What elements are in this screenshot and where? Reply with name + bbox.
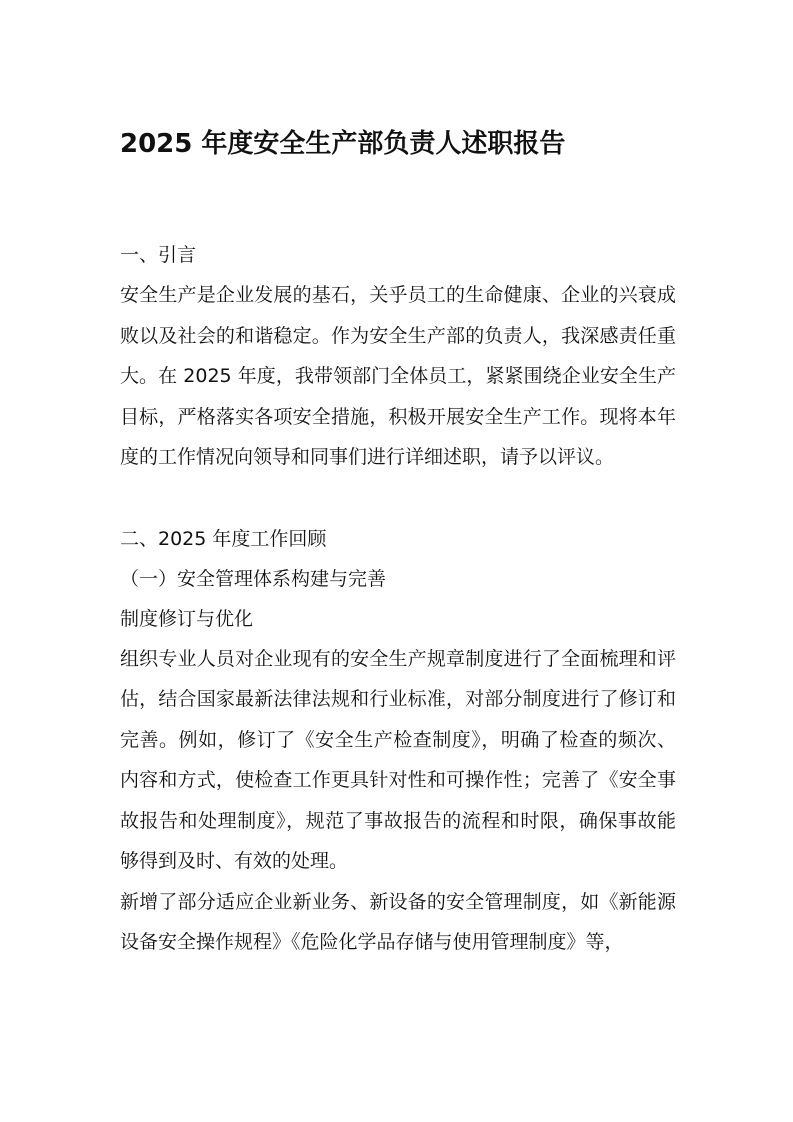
section-spacer [120, 478, 676, 519]
regulation-revision-paragraph: 组织专业人员对企业现有的安全生产规章制度进行了全面梳理和评估，结合国家最新法律法规和行业标准，对部分制度进行了修订和完善。例如，修订了《安全生产检查制度》，明确了检查的频次、内容和方式，使检查工作更具针对性和可操作性；完善了《安全事故报告和处理制度》，规范了事故报告的流程和时限，确保事故能够得到及时、有效的处理。 [120, 647, 676, 872]
document-title: 2025 年度安全生产部负责人述职报告 [120, 129, 566, 159]
document-body [120, 235, 676, 963]
section-heading-introduction: 一、引言 [120, 244, 197, 266]
section-heading-review: 二、2025 年度工作回顾 [120, 527, 327, 550]
new-regulations-paragraph: 新增了部分适应企业新业务、新设备的安全管理制度，如《新能源设备安全操作规程》《危险化学品存储与使用管理制度》等， [120, 890, 676, 953]
introduction-paragraph: 安全生产是企业发展的基石，关乎员工的生命健康、企业的兴衰成败以及社会的和谐稳定。作为安全生产部的负责人，我深感责任重大。在 2025 年度，我带领部门全体员工，紧紧围绕企业安全生产目标，严格落实各项安全措施，积极开展安全生产工作。现将本年度的工作情况向领导和同事们进行详细述职，请予以评议。 [120, 284, 676, 468]
subsection-heading-safety-system: （一）安全管理体系构建与完善 [120, 567, 387, 590]
item-heading-regulation-revision: 制度修订与优化 [120, 607, 254, 630]
